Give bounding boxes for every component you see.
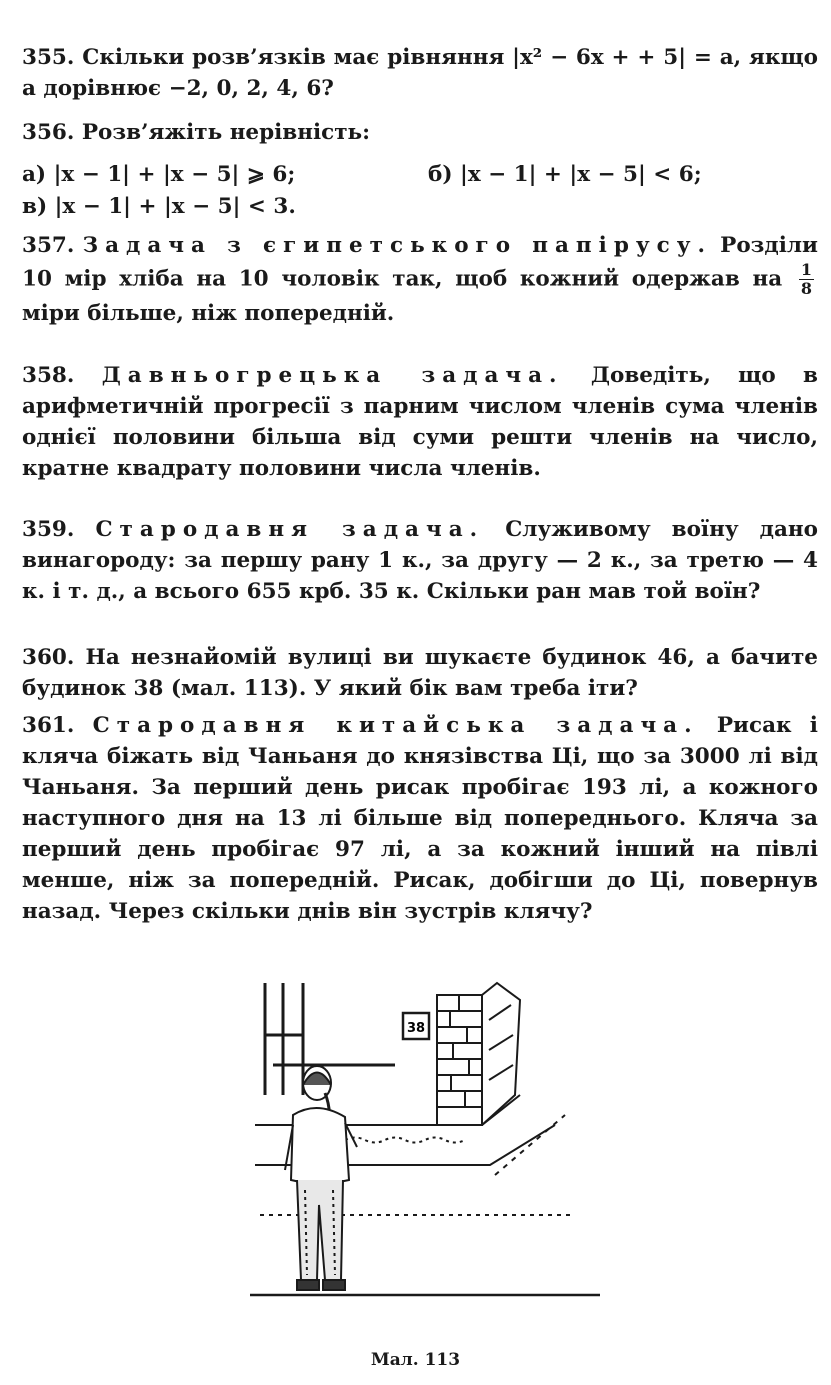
figure-girl-and-house [245,975,605,1335]
problem-358 [22,360,818,484]
problem-text: Рисак і кляча біжать від Чаньаня до князівства Ці, що за 3000 лі від Чаньаня. За перший день рисак пробігає 193 лі, а кожного наступного дня на 13 лі більше від попереднього. Кляча за перший день пробігає 97 лі, а за кожний інший на півлі менше, ніж за попередній. Рисак, добігши до Ці, повернув назад. Через скільки днів він зустрів клячу? [22,713,818,924]
problem-360 [22,642,818,704]
problem-356-part-a: а) |x − 1| + |x − 5| ⩾ 6; [22,162,296,187]
problem-number: 360. [22,645,75,670]
problem-356-part-b: б) |x − 1| + |x − 5| < 6; [428,162,702,187]
problem-text: Скільки розв’язків має рівняння |x² − 6x + + 5| = a, якщо a дорівнює −2, 0, 2, 4, 6? [22,45,818,101]
problem-356 [22,117,818,148]
problem-357 [22,230,818,329]
problem-text: Розв’яжіть нерівність: [81,120,371,145]
problem-number: 358. [22,363,75,388]
problem-title: Стародавня китайська задача. [92,713,699,738]
fraction-one-eighth [799,261,814,298]
problem-number: 359. [22,517,75,542]
problem-text: Розділи 10 мір хліба на 10 чоловік так, щоб кожний одержав на [22,233,818,292]
problem-text-continued: міри більше, ніж попередній. [22,301,395,326]
problem-number: 356. [22,120,75,145]
problem-title: Задача з єгипетського папірусу. [82,233,712,258]
problem-text: Служивому воїну дано винагороду: за першу рану 1 к., за другу — 2 к., за третю — 4 к. і т. д., а всього 655 крб. 35 к. Скільки ран мав той воїн? [22,517,818,604]
problem-text: На незнайомій вулиці ви шукаєте будинок 46, а бачите будинок 38 (мал. 113). У який бік вам треба іти? [22,645,818,701]
problem-356-part-v: в) |x − 1| + |x − 5| < 3. [22,194,296,219]
girl [285,1066,357,1290]
problem-text: Доведіть, що в арифметичній прогресії з парним числом членів сума членів однієї половини більша від суми решти членів на число, кратне квадрату половини числа членів. [22,363,818,481]
house-number-text: 38 [406,1021,426,1036]
fraction-numerator: 1 [800,260,812,279]
figure-caption: Мал. 113 [370,1350,461,1370]
problem-number: 361. [22,713,75,738]
problem-number: 357. [22,233,75,258]
fraction-denominator: 8 [800,279,812,298]
problem-355 [22,42,818,104]
problem-359 [22,514,818,607]
problem-title: Стародавня задача. [95,517,485,542]
problem-title: Давньогрецька задача. [101,363,564,388]
problem-361 [22,710,818,927]
problem-number: 355. [22,45,75,70]
